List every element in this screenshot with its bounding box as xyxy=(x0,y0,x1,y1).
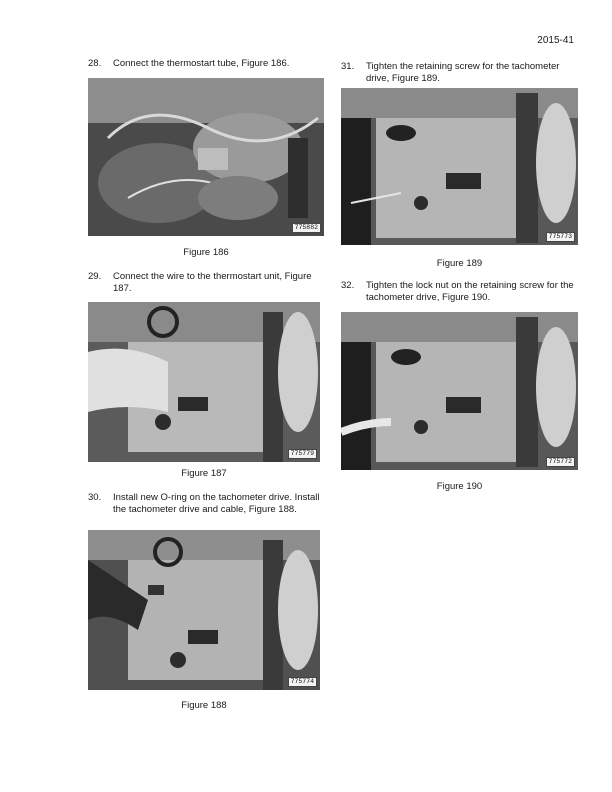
step-number: 29. xyxy=(88,271,102,282)
figure-189-photo xyxy=(341,88,578,245)
figure-190-caption: Figure 190 xyxy=(436,481,483,492)
step-number: 28. xyxy=(88,58,102,69)
engine-photo xyxy=(88,530,320,690)
figure-187-photo xyxy=(88,302,320,462)
step-text: Install new O-ring on the tachometer drive. Install the tachometer drive and cable, Figure 188. xyxy=(113,492,320,515)
engine-photo xyxy=(88,302,320,462)
figure-code: 775774 xyxy=(288,677,317,687)
step-number: 30. xyxy=(88,492,102,503)
step-number: 31. xyxy=(341,61,355,72)
step-number: 32. xyxy=(341,280,355,291)
step-text: Tighten the lock nut on the retaining screw for the tachometer drive, Figure 190. xyxy=(366,280,574,303)
figure-186-caption: Figure 186 xyxy=(183,247,229,258)
figure-189-caption: Figure 189 xyxy=(436,258,483,269)
figure-188-caption: Figure 188 xyxy=(181,700,227,711)
figure-188-photo xyxy=(88,530,320,690)
figure-186-photo xyxy=(88,78,324,236)
figure-code: 775779 xyxy=(288,449,317,459)
step-text: Tighten the retaining screw for the tachometer drive, Figure 189. xyxy=(366,61,560,84)
page-number: 2015-41 xyxy=(537,35,574,46)
figure-code: 775772 xyxy=(546,457,575,467)
figure-190-photo xyxy=(341,312,578,470)
figure-187-caption: Figure 187 xyxy=(181,468,227,479)
figure-code: 775773 xyxy=(546,232,575,242)
step-text: Connect the thermostart tube, Figure 186. xyxy=(113,58,290,69)
engine-photo xyxy=(341,88,578,245)
step-text: Connect the wire to the thermostart unit, Figure 187. xyxy=(113,271,312,294)
engine-photo xyxy=(88,78,324,236)
engine-photo xyxy=(341,312,578,470)
figure-code: 775882 xyxy=(292,223,321,233)
